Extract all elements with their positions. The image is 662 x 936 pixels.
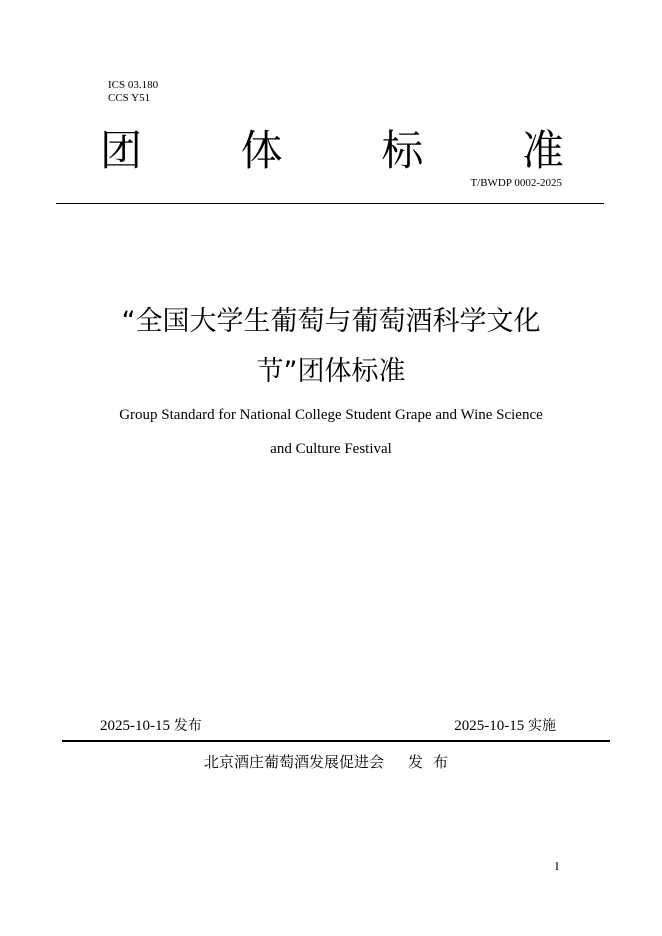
- standard-number: T/BWDP 0002-2025: [470, 177, 562, 189]
- english-title-line-1: Group Standard for National College Student Grape and Wine Science: [119, 407, 543, 423]
- issuer-organization: 北京酒庄葡萄酒发展促进会: [203, 753, 384, 771]
- chinese-title-line-1: “全国大学生葡萄与葡萄酒科学文化: [121, 306, 541, 337]
- doc-type-char-1: 团: [100, 126, 143, 175]
- doc-type-char-3: 标: [381, 126, 424, 175]
- top-divider: [56, 203, 604, 204]
- implement-date-label: 实施: [528, 718, 556, 734]
- page-number: I: [555, 859, 559, 873]
- doc-type-char-4: 准: [521, 126, 564, 175]
- bottom-divider: [62, 740, 610, 742]
- implement-date-value: 2025-10-15: [454, 718, 525, 734]
- implement-date: [454, 717, 556, 735]
- issuer: [0, 752, 662, 772]
- publish-date-label: 发布: [173, 718, 202, 734]
- classification-codes: [108, 79, 158, 105]
- english-title-line-2: and Culture Festival: [270, 441, 392, 457]
- chinese-title-line-2: 节”团体标准: [256, 356, 406, 387]
- ics-code: ICS 03.180: [108, 79, 159, 91]
- doc-type-char-2: 体: [240, 126, 283, 175]
- issuer-action: 发布: [408, 753, 459, 771]
- publish-date: [100, 717, 202, 735]
- ccs-code: CCS Y51: [108, 92, 151, 104]
- publish-date-value: 2025-10-15: [100, 718, 170, 734]
- document-type-heading: [100, 128, 564, 174]
